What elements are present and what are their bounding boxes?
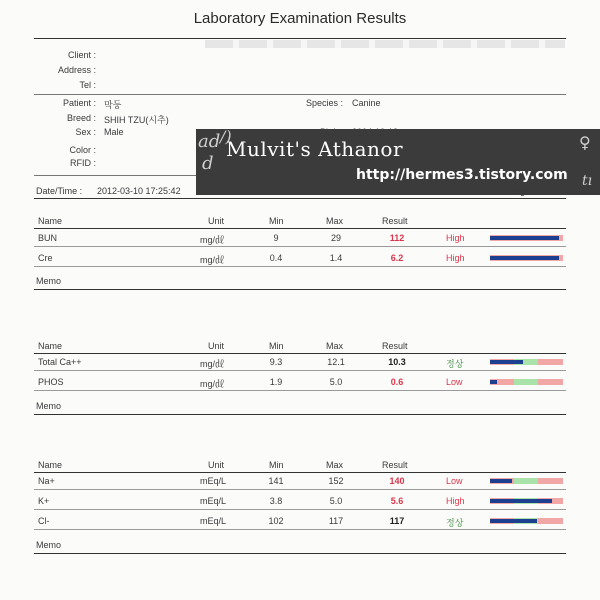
datetime-value: 2012-03-10 17:25:42	[97, 186, 181, 196]
row-flag: 정상	[446, 359, 464, 369]
tel-label: Tel :	[79, 80, 96, 90]
sign-label: Sign	[512, 186, 531, 196]
row-unit: mEq/L	[200, 476, 227, 486]
row-max: 152	[328, 476, 344, 486]
row-underline	[34, 489, 566, 490]
row-min: 1.9	[269, 377, 283, 387]
range-bar	[490, 255, 563, 261]
row-min: 9	[273, 233, 279, 243]
row-max: 5.0	[329, 377, 343, 387]
header-min: Min	[269, 460, 284, 470]
row-min: 3.8	[269, 496, 283, 506]
memo-label: Memo	[36, 540, 62, 550]
datetime-label: Date/Time :	[36, 186, 83, 196]
header-name: Name	[38, 460, 63, 470]
range-bar	[490, 359, 563, 365]
range-bar	[490, 478, 563, 484]
rfid-label: RFID :	[70, 158, 96, 168]
row-name: Cre	[38, 253, 53, 263]
normal-range-segment	[514, 478, 538, 484]
row-flag: Low	[446, 476, 463, 486]
watermark-name: Mulvit's Athanor	[226, 137, 404, 161]
row-underline	[34, 390, 566, 391]
row-min: 0.4	[269, 253, 283, 263]
header-unit: Unit	[208, 341, 225, 351]
memo-underline	[34, 289, 566, 290]
memo-label: Memo	[36, 401, 62, 411]
row-flag: High	[446, 233, 465, 243]
species-label: Species :	[306, 98, 344, 108]
datetime-divider	[34, 198, 566, 199]
row-flag: 정상	[446, 518, 464, 528]
row-underline	[34, 266, 566, 267]
row-underline	[34, 529, 566, 530]
result-level-indicator	[490, 256, 559, 260]
row-name: Cl-	[38, 516, 50, 526]
row-unit: mEq/L	[200, 496, 227, 506]
row-flag: High	[446, 496, 465, 506]
row-unit: mg/㎗	[200, 255, 225, 265]
header-unit: Unit	[208, 460, 225, 470]
handwriting-decoration: tı	[582, 173, 593, 189]
result-level-indicator	[490, 479, 512, 483]
header-result: Result	[382, 216, 408, 226]
header-result: Result	[382, 341, 408, 351]
sex-value: Male	[104, 127, 124, 137]
header-max: Max	[326, 460, 344, 470]
header-unit: Unit	[208, 216, 225, 226]
row-underline	[34, 509, 566, 510]
row-flag: Low	[446, 377, 463, 387]
bleed-through-marks	[205, 40, 565, 48]
row-max: 5.0	[329, 496, 343, 506]
client-divider	[34, 94, 566, 95]
result-level-indicator	[490, 519, 537, 523]
row-max: 1.4	[329, 253, 343, 263]
memo-underline	[34, 414, 566, 415]
header-underline	[34, 228, 566, 229]
range-bar	[490, 498, 563, 504]
row-name: Na+	[38, 476, 55, 486]
watermark-url: http://hermes3.tistory.com	[356, 167, 568, 183]
result-level-indicator	[490, 380, 497, 384]
row-result: 6.2	[390, 253, 404, 263]
header-min: Min	[269, 216, 284, 226]
row-underline	[34, 370, 566, 371]
result-level-indicator	[490, 236, 559, 240]
header-max: Max	[326, 341, 344, 351]
row-name: PHOS	[38, 377, 64, 387]
sex-label: Sex :	[75, 127, 96, 137]
range-bar	[490, 518, 563, 524]
color-label: Color :	[69, 145, 96, 155]
header-name: Name	[38, 216, 63, 226]
venus-symbol-icon: ♀	[579, 133, 591, 152]
row-result: 140	[389, 476, 405, 486]
row-unit: mEq/L	[200, 516, 227, 526]
row-flag: High	[446, 253, 465, 263]
row-result: 5.6	[390, 496, 404, 506]
header-underline	[34, 472, 566, 473]
header-max: Max	[326, 216, 344, 226]
row-max: 117	[328, 516, 344, 526]
handwriting-decoration: /)	[220, 127, 232, 146]
row-name: BUN	[38, 233, 58, 243]
memo-underline	[34, 553, 566, 554]
watermark-banner	[196, 129, 600, 195]
memo-label: Memo	[36, 276, 62, 286]
header-name: Name	[38, 341, 63, 351]
range-bar	[490, 235, 563, 241]
row-max: 29	[330, 233, 341, 243]
row-min: 141	[268, 476, 284, 486]
header-underline	[34, 353, 566, 354]
row-result: 0.6	[390, 377, 404, 387]
header-min: Min	[269, 341, 284, 351]
patient-label: Patient :	[62, 98, 96, 108]
handwriting-decoration: ad	[198, 131, 221, 152]
title-divider	[34, 38, 566, 39]
row-unit: mg/㎗	[200, 379, 225, 389]
row-name: Total Ca++	[38, 357, 82, 367]
result-level-indicator	[490, 499, 552, 503]
row-min: 102	[268, 516, 284, 526]
row-min: 9.3	[269, 357, 283, 367]
species-value: Canine	[352, 98, 381, 108]
row-unit: mg/㎗	[200, 235, 225, 245]
header-result: Result	[382, 460, 408, 470]
row-underline	[34, 246, 566, 247]
row-unit: mg/㎗	[200, 359, 225, 369]
row-name: K+	[38, 496, 50, 506]
client-label: Client :	[67, 50, 96, 60]
row-result: 112	[389, 233, 405, 243]
report-title: Laboratory Examination Results	[193, 10, 407, 27]
breed-value: SHIH TZU(시추)	[104, 115, 169, 125]
normal-range-segment	[514, 379, 538, 385]
handwriting-decoration: d	[202, 153, 214, 174]
row-result: 117	[389, 516, 405, 526]
row-result: 10.3	[388, 357, 406, 367]
patient-value: 막둥	[104, 100, 122, 110]
address-label: Address :	[57, 65, 96, 75]
row-max: 12.1	[327, 357, 345, 367]
result-level-indicator	[490, 360, 523, 364]
breed-label: Breed :	[66, 113, 96, 123]
range-bar	[490, 379, 563, 385]
